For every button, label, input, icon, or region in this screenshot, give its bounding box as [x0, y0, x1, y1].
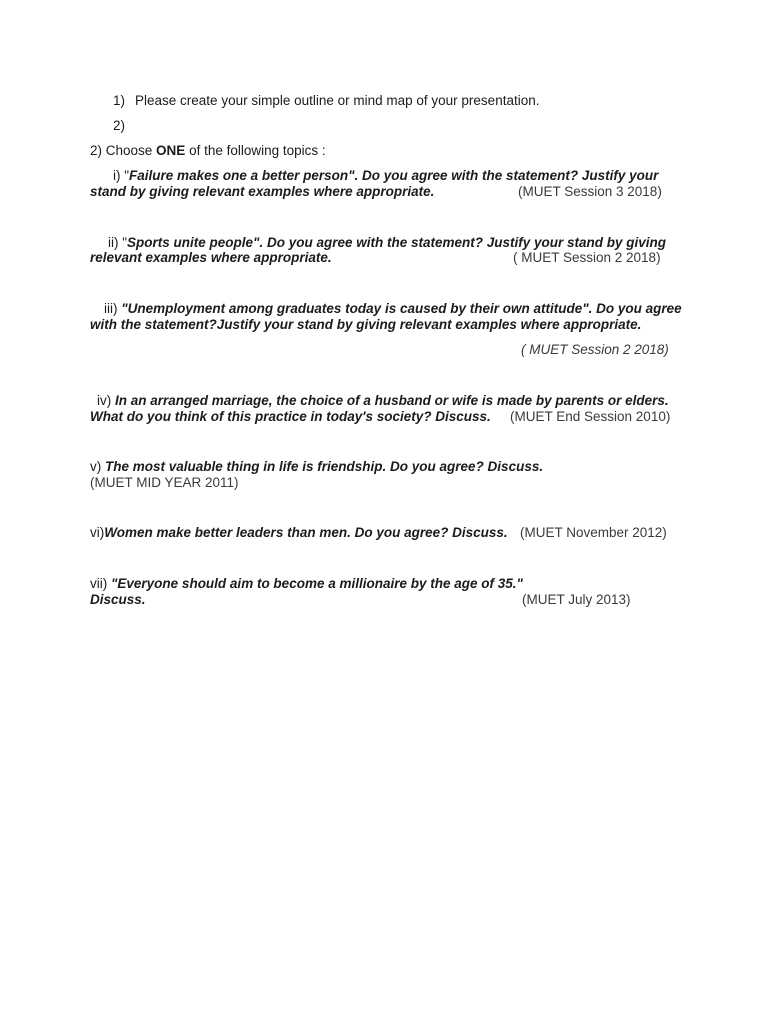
topic-2-source: ( MUET Session 2 2018) — [513, 250, 661, 265]
topic-5-source: (MUET MID YEAR 2011) — [90, 475, 239, 490]
instruction-item-1-number: 1) — [113, 93, 126, 108]
choose-emphasis: ONE — [156, 143, 186, 158]
topic-6-source: (MUET November 2012) — [520, 525, 667, 540]
topic-7-line-2: Discuss. — [90, 592, 146, 607]
topic-4-text: In an arranged marriage, the choice of a husband or wife is made by parents or elders. — [115, 393, 669, 408]
topic-7-text: "Everyone should aim to become a millionaire by the age of 35." — [111, 576, 523, 591]
instruction-item-1-text: Please create your simple outline or mind map of your presentation. — [135, 93, 540, 108]
topic-3-text: "Unemployment among graduates today is caused by their own attitude". Do you agree — [121, 301, 682, 316]
topic-4-line-1 — [97, 393, 669, 409]
topic-3-source: ( MUET Session 2 2018) — [521, 342, 669, 357]
topic-2-line-1 — [108, 235, 666, 251]
topic-1-line-2: stand by giving relevant examples where appropriate. — [90, 184, 435, 199]
topic-3-numeral: iii) — [104, 301, 122, 316]
topic-6-numeral: vi) — [90, 525, 105, 540]
topic-4-line-2: What do you think of this practice in today's society? Discuss. — [90, 409, 491, 424]
topic-2-line-2: relevant examples where appropriate. — [90, 250, 332, 265]
topic-2-text: Sports unite people". Do you agree with the statement? Justify your stand by giving — [127, 235, 667, 250]
topic-4-numeral: iv) — [97, 393, 115, 408]
topic-5-line-1 — [90, 459, 543, 475]
topic-5-text: The most valuable thing in life is friendship. Do you agree? Discuss. — [105, 459, 544, 474]
choose-prefix: 2) Choose — [90, 143, 157, 158]
topic-3-line-1 — [104, 301, 682, 317]
topic-7-numeral: vii) — [90, 576, 111, 591]
topic-6-line-1 — [90, 525, 508, 541]
topic-3-line-2: with the statement?Justify your stand by giving relevant examples where appropriate. — [90, 317, 642, 332]
topic-5-numeral: v) — [90, 459, 105, 474]
topic-1-line-1 — [113, 168, 658, 184]
topic-7-line-1 — [90, 576, 523, 592]
instruction-item-2: 2) — [113, 118, 126, 133]
topic-7-source: (MUET July 2013) — [522, 592, 631, 607]
topic-1-text: Failure makes one a better person". Do you agree with the statement? Justify your — [129, 168, 659, 183]
instruction-item-1 — [113, 93, 539, 109]
topic-1-source: (MUET Session 3 2018) — [518, 184, 662, 199]
choose-suffix: of the following topics : — [185, 143, 326, 158]
topic-1-numeral: i) " — [113, 168, 130, 183]
topic-6-text: Women make better leaders than men. Do you agree? Discuss. — [104, 525, 508, 540]
choose-instruction — [90, 143, 326, 159]
topic-2-numeral: ii) " — [108, 235, 128, 250]
topic-4-source: (MUET End Session 2010) — [510, 409, 671, 424]
